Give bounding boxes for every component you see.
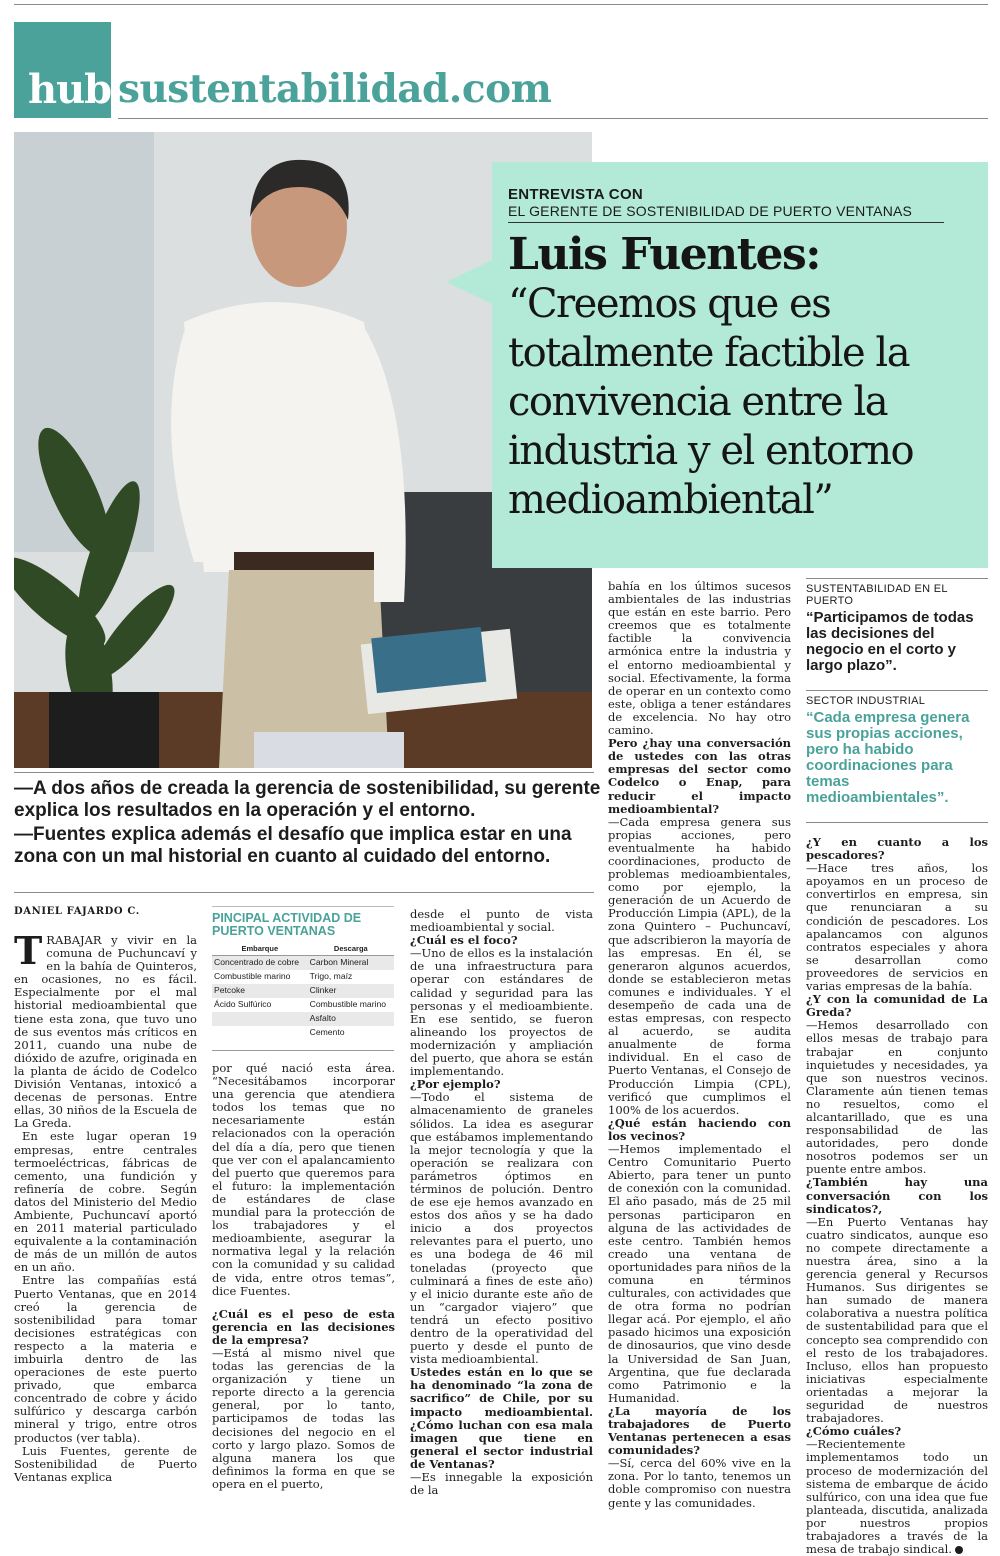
- answer: —Es innegable la exposición de la: [410, 1470, 593, 1498]
- answer: —Sí, cerca del 60% vive en la zona. Por lo tanto, tenemos un doble compromiso con nuestra gente y las comunidades.: [608, 1456, 791, 1510]
- headline-name: Luis Fuentes:: [508, 229, 821, 280]
- dropcap: T: [14, 928, 43, 973]
- column-5: [806, 836, 988, 1556]
- question: ¿Qué están haciendo con los vecinos?: [608, 1115, 791, 1143]
- table-title: PINCIPAL ACTIVIDAD DE PUERTO VENTANAS: [212, 911, 362, 938]
- column-2: [212, 1062, 395, 1491]
- paragraph: bahía en los últimos sucesos ambientales de las industrias que están en este barrio. Pero creemos que es totalmente factible la convivencia armónica entre la industria y el entorno medioambiental y social. Efectivamente, la forma de operar en un contexto como este, obliga a tener estándares de excelencia. No hay otro camino.: [608, 579, 791, 738]
- activity-table: [212, 942, 394, 1040]
- deck-summary-2: —Fuentes explica además el desafío que implica estar en una zona con un mal historial en cuanto al cuidado del entorno.: [14, 824, 572, 867]
- question: ¿También hay una conversación con los sindicatos?,: [806, 1175, 988, 1216]
- question: ¿Y en cuanto a los pescadores?: [806, 835, 988, 863]
- answer: —Hemos implementado el Centro Comunitario Puerto Abierto, para tener un punto de conexión con la comunidad. El año pasado, más de 25 mil personas participaron en alguna de las actividades de este centro. También hemos creado una ventana de oportunidades para niños de la comuna en términos culturales, con actividades que de otra forma no podrían llegar acá. Por ejemplo, el año pasado hicimos una exposición de dinosaurios, que vino desde la Universidad de San Juan, Argentina, que fue declarada como Patrimonio e la Humanidad.: [608, 1142, 791, 1405]
- table-header-descarga: Descarga: [308, 942, 394, 956]
- column-3: [410, 908, 593, 1497]
- answer: —En Puerto Ventanas hay cuatro sindicatos, aunque eso no compete directamente a nuestra área, sino a la gerencia general y Recursos Humanos. Sus dirigentes se han sumado de manera colaborativa a nuestra política de sustentabilidad para que el concepto sea comprendido con el resto de los trabajadores. Incluso, ellos han propuesto iniciativas especialmente orientadas a mejorar la seguridad de nuestros trabajadores.: [806, 1214, 988, 1426]
- paragraph: En este lugar operan 19 empresas, entre centrales termoeléctricas, fábricas de cemento, una fundición y refinería de cobre. Según datos del Ministerio del Medio Ambiente, Puchuncaví aportó en 2011 material particulado equivalente a la contaminación de más de un millón de autos en un año.: [14, 1129, 197, 1275]
- interview-kicker: ENTREVISTA CON: [508, 186, 644, 203]
- end-mark-icon: [955, 1546, 963, 1554]
- table-bottom-rule: [212, 1050, 394, 1051]
- answer: —Cada empresa genera sus propias acciones, pero eventualmente ha habido coordinaciones, producto de problemas medioambientales, como por ejemplo, la generación de un Acuerdo de Producción Limpia (APL), de la zona Quintero – Puchuncaví, que adscribieron la mayoría de las empresas. En él, se generaron algunos acuerdos, donde se establecieron metas comunes e individuales. Y el desempeño de cada una de estas empresas, con respecto al acuerdo, se audita anualmente de forma individual. En el caso de Puerto Ventanas, el Consejo de Producción Limpia (CPL), verificó que cumplimos el 100% de los acuerdos.: [608, 814, 791, 1117]
- question: ¿La mayoría de los trabajadores de Puerto Ventanas pertenecen a esas comunidades?: [608, 1403, 791, 1458]
- paragraph: por qué nació esta área. “Necesitábamos incorporar una gerencia que atendiera todos los temas que no necesariamente están relacionados con la operación del día a día, pero que tienen que ver con el apalancamiento del puerto que queremos para el futuro: la implementación de estándares de clase mundial para la protección de los trabajadores y el medioambiente, asegurar la normativa legal y la relación con la comunidad y su calidad de vida, entre otros temas”, dice Fuentes.: [212, 1061, 395, 1298]
- kicker-rule: [508, 222, 944, 223]
- pullquote-2: [806, 690, 988, 806]
- interview-subkicker: EL GERENTE DE SOSTENIBILIDAD DE PUERTO VENTANAS: [508, 203, 913, 219]
- deck-rule: [14, 772, 594, 773]
- pullquote-1: [806, 578, 988, 674]
- pullquote-text: “Cada empresa genera sus propias acciones, pero ha habido coordinaciones para temas medioambientales”.: [806, 709, 970, 806]
- pullquote-text: “Participamos de todas las decisiones del negocio en el corto y largo plazo”.: [806, 609, 974, 674]
- question: ¿Cuál es el peso de esta gerencia en las decisiones de la empresa?: [212, 1306, 395, 1347]
- headline-quote: “Creemos que es totalmente factible la convivencia entre la industria y el entorno medioambiental”: [508, 281, 914, 523]
- sidebar-rule: [806, 822, 988, 823]
- answer: —Recientemente implementamos todo un proceso de modernización del sistema de embarque de ácido sulfúrico, con una idea que fue planteada, discutida, analizada por nuestros propios trabajadores a través de la mesa de trabajo sindical.: [806, 1437, 988, 1556]
- table-row: Asfalto: [212, 1012, 394, 1026]
- table-row: Concentrado de cobre Carbon Mineral: [212, 956, 394, 971]
- body-top-rule: [14, 892, 594, 893]
- answer: —Está al mismo nivel que todas las gerencias de la organización y tiene un reporte directo a la gerencia general, por lo tanto, participamos de todas las decisiones del negocio en el corto y largo plazo. Somos de alguna manera los que definimos la forma en que se opera en el puerto,: [212, 1345, 395, 1491]
- column-1: [14, 928, 197, 1484]
- header-rule: [118, 118, 988, 119]
- table-header-embarque: Embarque: [212, 942, 308, 956]
- answer: —Uno de ellos es la instalación de una infraestructura para operar con estándares de calidad y seguridad para las personas y el medioambiente. En ese sentido, se fueron alineando los proyectos de modernización y ampliación del puerto, que ahora se están implementando.: [410, 946, 593, 1079]
- table-row: Combustible marino Trigo, maíz: [214, 971, 353, 981]
- pullquote-kicker: SECTOR INDUSTRIAL: [806, 695, 926, 707]
- banner-pointer: [446, 260, 492, 304]
- section-title: sustentabilidad.com: [118, 66, 552, 112]
- pullquote-kicker: SUSTENTABILIDAD EN EL PUERTO: [806, 583, 948, 607]
- answer: —Todo el sistema de almacenamiento de graneles sólidos. La idea es asegurar que estábamos implementando la mejor tecnología y que la operación se realizara con parámetros óptimos en términos de polución. Dentro de ese eje hemos avanzado en estos dos años y se ha dado inicio a dos proyectos relevantes para el puerto, uno es una bodega de 46 mil toneladas (proyecto que culminará a fines de este año) y el inicio durante este año de un “cargador viajero” que tendrá un efecto positivo dentro de la operatividad del puerto y desde el punto de vista medioambiental.: [410, 1090, 593, 1367]
- byline: DANIEL FAJARDO C.: [14, 906, 140, 917]
- deck-summary-1: —A dos años de creada la gerencia de sostenibilidad, su gerente explica los resultados en la operación y el entorno.: [14, 778, 601, 821]
- top-rule: [14, 4, 988, 5]
- hub-logo-text: hub: [28, 66, 112, 113]
- table-row: Cemento: [309, 1027, 345, 1037]
- question: ¿Y con la comunidad de La Greda?: [806, 992, 988, 1020]
- table-row: Petcoke Clinker: [212, 984, 394, 998]
- question: ¿Cómo cuáles?: [806, 1424, 902, 1439]
- lead-paragraph: TRABAJAR y vivir en la comuna de Puchuncaví y en la bahía de Quinteros, en ocasiones, no es fácil. Especialmente por el mal historial medioambiental que tiene esta zona, que tuvo uno de sus eventos más críticos en 2011, cuando una nube de dióxido de azufre, originada en la planta de ácido de Codelco División Ventanas, intoxicó a decenas de personas. Entre ellas, 30 niños de la Escuela de La Greda.: [14, 928, 197, 1131]
- paragraph: desde el punto de vista medioambiental y social.: [410, 907, 593, 935]
- column-4: [608, 580, 791, 1510]
- answer: —Hace tres años, los apoyamos en un proceso de convertirlos en empresa, sin que renunciaran a su condición de pescadores. Los apalancamos con algunos contratos especiales y ahora se desarrollan como proveedores de servicios en varias empresas de la bahía.: [806, 861, 988, 994]
- question: Ustedes están en lo que se ha denominado “la zona de sacrifico” de Chile, por su impacto medioambiental. ¿Cómo luchan con esa mala imagen que tiene en general el sector industrial de Ventanas?: [410, 1365, 593, 1471]
- table-row: Ácido Sulfúrico Combustible marino: [214, 999, 387, 1009]
- answer: —Hemos desarrollado con ellos mesas de trabajo para trabajar en conjunto inquietudes y necesidades, ya que son nuestros vecinos. Claramente aún tienen temas no resueltos, como el alcantarillado, que es una responsabilidad de las autoridades, pero donde nosotros podemos ser un puente entre ambos.: [806, 1018, 988, 1177]
- question: ¿Por ejemplo?: [410, 1077, 501, 1092]
- question: ¿Cuál es el foco?: [410, 933, 518, 948]
- paragraph: Luis Fuentes, gerente de Sostenibilidad de Puerto Ventanas explica: [14, 1443, 197, 1484]
- question: Pero ¿hay una conversación de ustedes con las otras empresas del sector como Codelco o Enap, para reducir el impacto medioambiental?: [608, 736, 791, 816]
- paragraph: Entre las compañías está Puerto Ventanas, que en 2014 creó la gerencia de sostenibilidad para tomar decisiones estratégicas con respecto a la materia e imbuirla dentro de las operaciones de este puerto privado, que embarca concentrado de cobre y ácido sulfúrico y descarga carbón mineral y trigo, entre otros productos (ver tabla).: [14, 1273, 197, 1445]
- table-rule: [212, 906, 394, 907]
